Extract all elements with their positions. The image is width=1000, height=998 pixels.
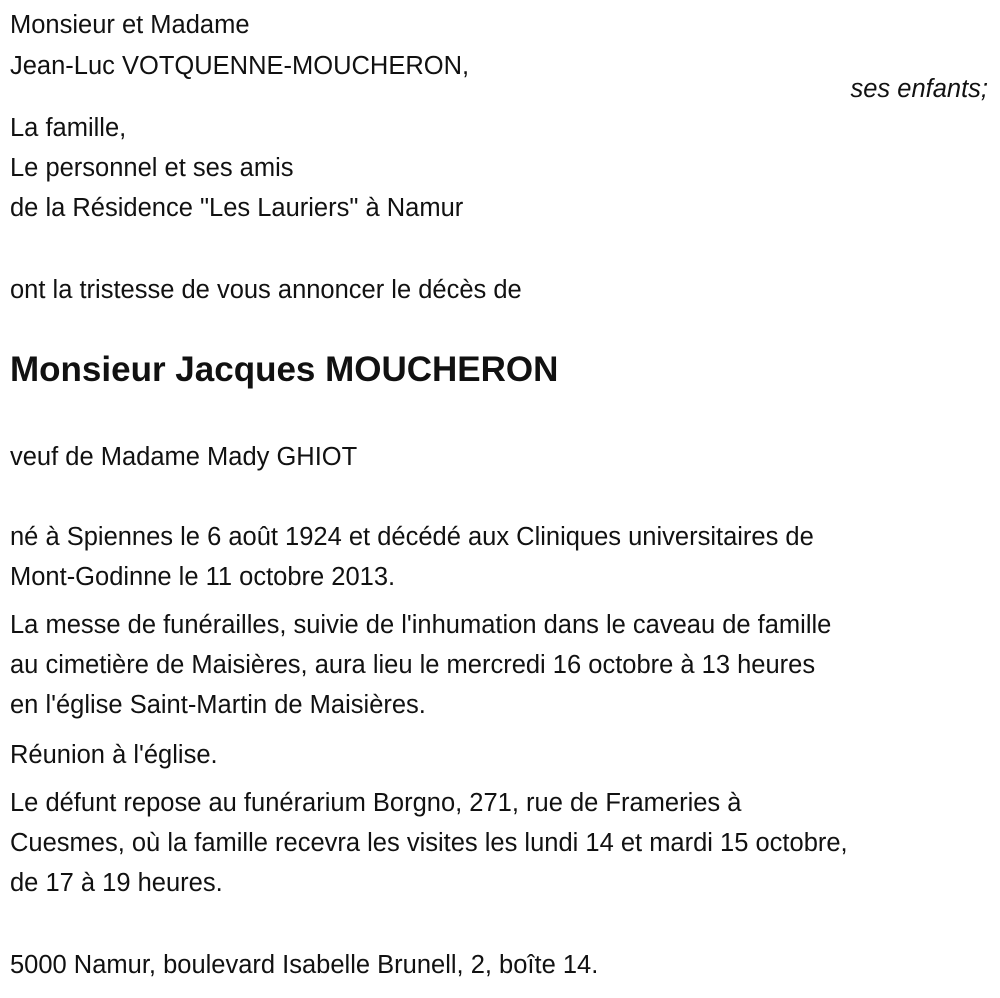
deceased-name: Monsieur Jacques MOUCHERON [10,350,559,389]
address: 5000 Namur, boulevard Isabelle Brunell, 2, boîte 14. [10,951,599,979]
header-line-2: Jean-Luc VOTQUENNE-MOUCHERON, [10,52,470,80]
birth-death-line: né à Spiennes le 6 août 1924 et décédé aux Cliniques universitaires de [10,523,814,551]
others-line: de la Résidence "Les Lauriers" à Namur [10,194,464,222]
others-line: Le personnel et ses amis [10,154,294,182]
birth-death-line: Mont-Godinne le 11 octobre 2013. [10,563,396,591]
visitation-line: Le défunt repose au funérarium Borgno, 271, rue de Frameries à [10,789,742,817]
meeting: Réunion à l'église. [10,741,218,769]
visitation-line: Cuesmes, où la famille recevra les visites les lundi 14 et mardi 15 octobre, [10,829,848,857]
funeral-line: au cimetière de Maisières, aura lieu le mercredi 16 octobre à 13 heures [10,651,816,679]
others-line: La famille, [10,114,127,142]
funeral-line: en l'église Saint-Martin de Maisières. [10,691,426,719]
children-note: ses enfants; [850,75,988,103]
header-line-1: Monsieur et Madame [10,11,250,39]
visitation-line: de 17 à 19 heures. [10,869,223,897]
widower-of: veuf de Madame Mady GHIOT [10,443,358,471]
announcement: ont la tristesse de vous annoncer le décès de [10,276,522,304]
funeral-line: La messe de funérailles, suivie de l'inhumation dans le caveau de famille [10,611,832,639]
